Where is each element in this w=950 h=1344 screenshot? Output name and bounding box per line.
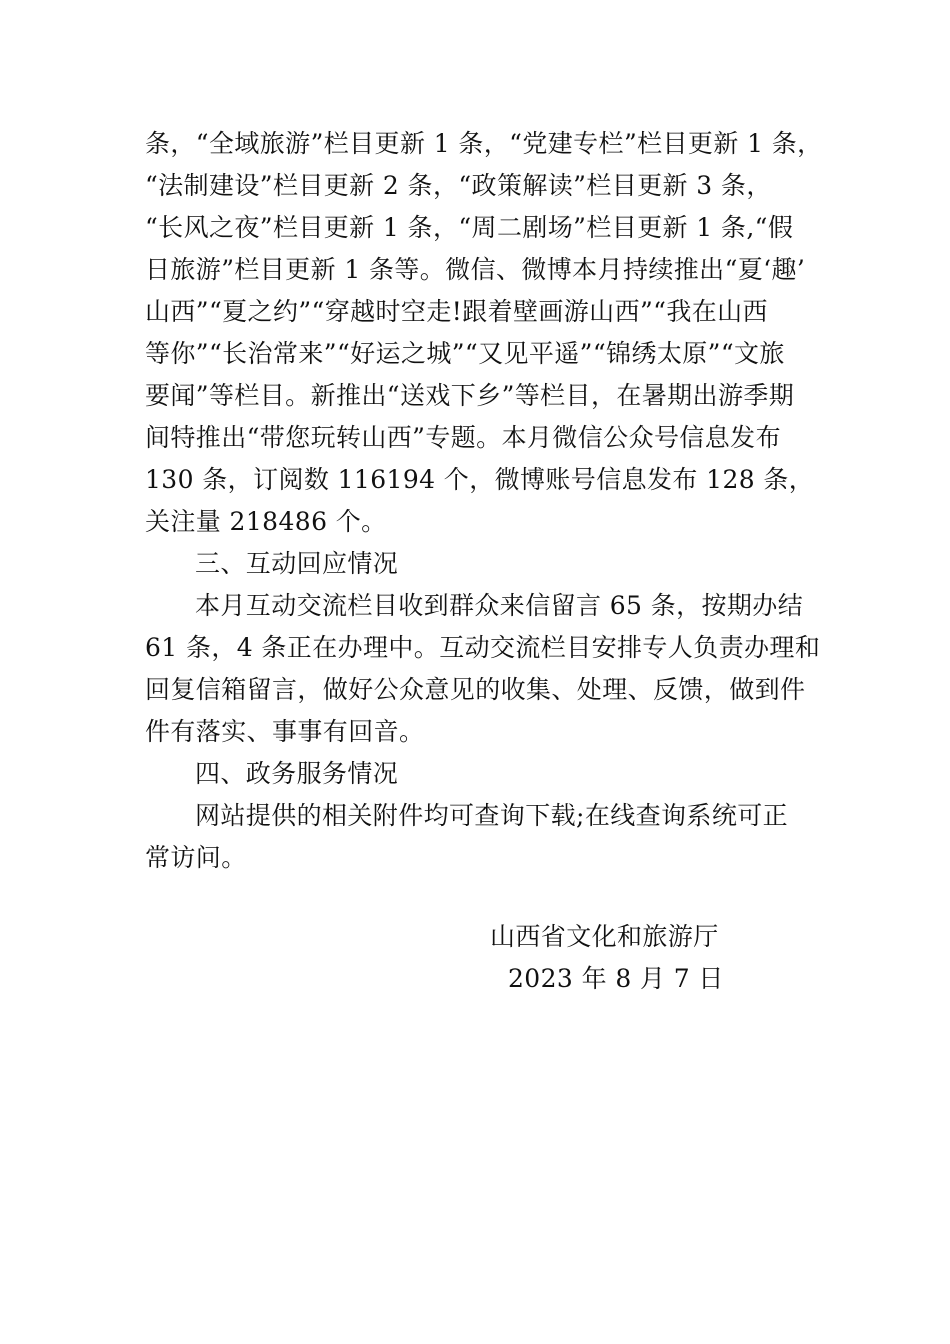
body-line-17: 网站提供的相关附件均可查询下载;在线查询系统可正 — [195, 801, 789, 830]
body-line-6: 等你”“长治常来”“好运之城”“又见平遥”“锦绣太原”“文旅 — [145, 339, 785, 368]
signature-org: 山西省文化和旅游厅 — [490, 922, 719, 951]
body-line-7: 要闻”等栏目。新推出“送戏下乡”等栏目，在暑期出游季期 — [145, 381, 795, 410]
body-line-18: 常访问。 — [145, 843, 247, 872]
signature-date: 2023 年 8 月 7 日 — [508, 964, 724, 993]
body-line-9: 130 条，订阅数 116194 个，微博账号信息发布 128 条， — [145, 465, 815, 494]
body-line-12: 本月互动交流栏目收到群众来信留言 65 条，按期办结 — [195, 591, 804, 620]
body-line-3: “长风之夜”栏目更新 1 条，“周二剧场”栏目更新 1 条,“假 — [145, 213, 794, 242]
body-line-15: 件有落实、事事有回音。 — [145, 717, 425, 746]
body-line-2: “法制建设”栏目更新 2 条，“政策解读”栏目更新 3 条， — [145, 171, 772, 200]
body-line-8: 间特推出“带您玩转山西”专题。本月微信公众号信息发布 — [145, 423, 781, 452]
body-line-14: 回复信箱留言，做好公众意见的收集、处理、反馈，做到件 — [145, 675, 806, 704]
section-heading-services: 四、政务服务情况 — [195, 759, 399, 788]
body-line-5: 山西”“夏之约”“穿越时空走!跟着壁画游山西”“我在山西 — [145, 297, 768, 326]
body-line-4: 日旅游”栏目更新 1 条等。微信、微博本月持续推出“夏‘趣’ — [145, 255, 806, 284]
body-line-10: 关注量 218486 个。 — [145, 507, 387, 536]
section-heading-interaction: 三、互动回应情况 — [195, 549, 399, 578]
body-line-1: 条，“全域旅游”栏目更新 1 条，“党建专栏”栏目更新 1 条， — [145, 129, 823, 158]
body-line-13: 61 条，4 条正在办理中。互动交流栏目安排专人负责办理和 — [145, 633, 821, 662]
